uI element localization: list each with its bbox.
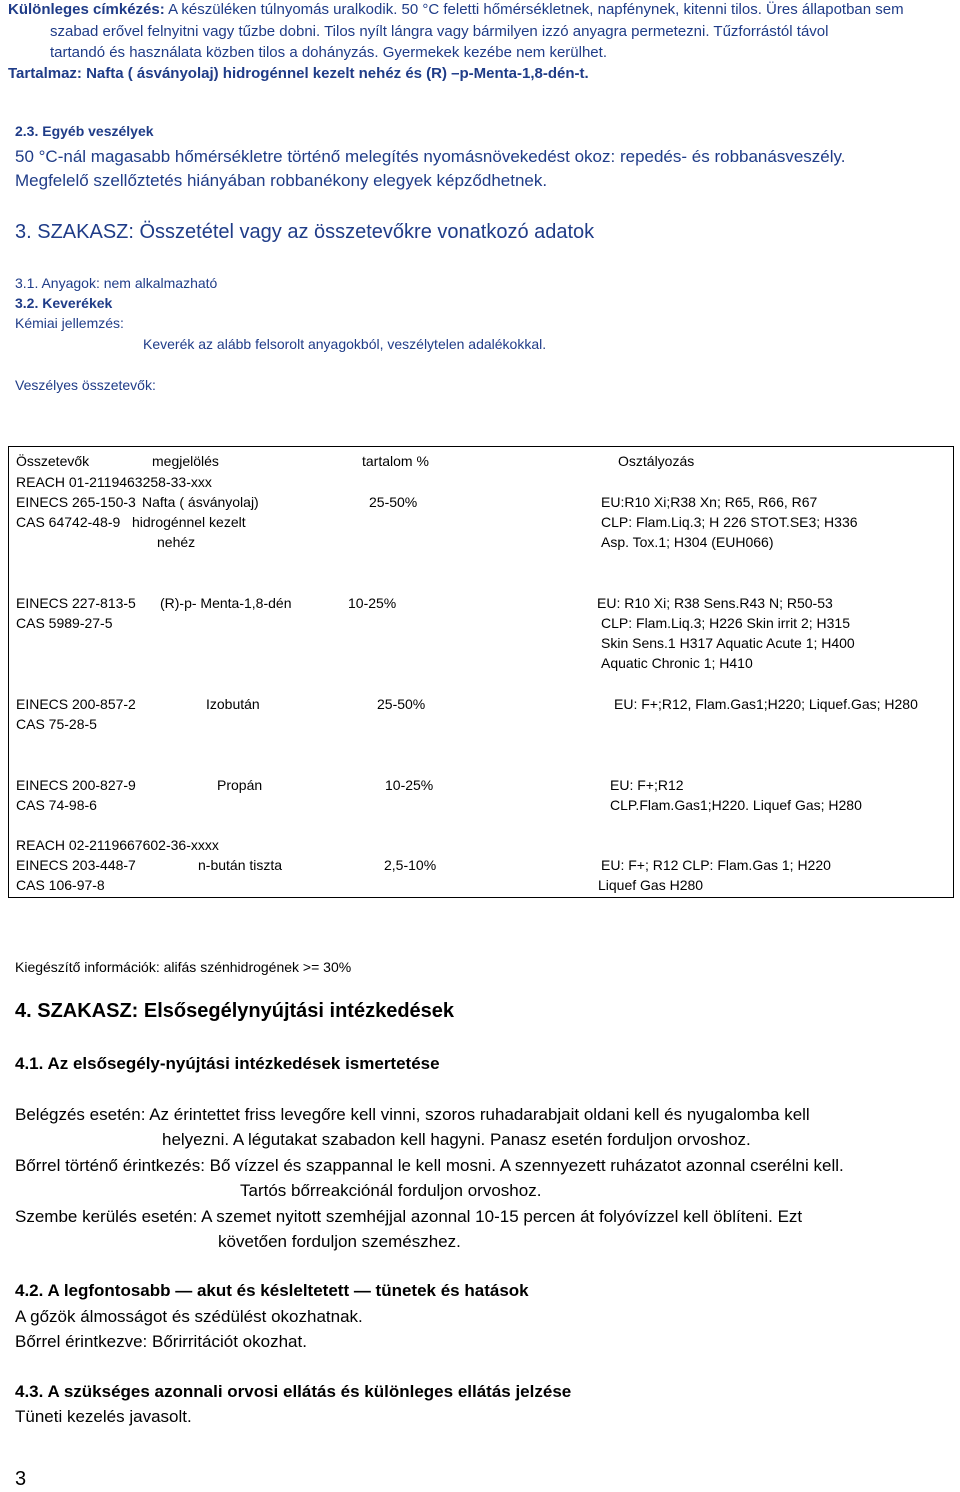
eye-contact-line-1: Szembe kerülés esetén: A szemet nyitott szemhéjjal azonnal 10-15 percen át folyóvízzel kell öblíteni. Ezt xyxy=(15,1207,803,1226)
eye-contact-line-2: követően forduljon szemészhez. xyxy=(218,1232,461,1251)
table-row-1-id: EINECS 265-150-3 xyxy=(16,494,136,510)
table-row-5-content: 2,5-10% xyxy=(384,857,437,873)
table-row-5-id: CAS 106-97-8 xyxy=(16,877,105,893)
table-row-4-class: EU: F+;R12 xyxy=(610,777,684,793)
page-number: 3 xyxy=(15,1468,27,1490)
table-row-1-name: hidrogénnel kezelt xyxy=(132,514,246,530)
header-designation: megjelölés xyxy=(152,453,219,469)
table-row-2-id: EINECS 227-813-5 xyxy=(16,595,136,611)
supplementary-info: Kiegészítő információk: alifás szénhidrogének >= 30% xyxy=(15,959,352,975)
table-row-3-name: Izobután xyxy=(206,696,260,712)
table-row-1-class: EU:R10 Xi;R38 Xn; R65, R66, R67 xyxy=(601,494,818,510)
table-row-5-class: Liquef Gas H280 xyxy=(598,877,704,893)
special-labeling-line-2: szabad erővel felnyitni vagy tűzbe dobni. Tilos nyílt lángra vagy bármilyen izzó anyagra permetezni. Tűzforrástól távol xyxy=(50,23,829,40)
table-row-2-name: (R)-p- Menta-1,8-dén xyxy=(160,595,292,611)
table-row-3-id: CAS 75-28-5 xyxy=(16,716,97,732)
inhalation-line-2: helyezni. A légutakat szabadon kell hagyni. Panasz esetén forduljon orvoshoz. xyxy=(162,1130,751,1149)
section-2-3-paragraph-2: Megfelelő szellőztetés hiányában robbanékony elegyek képződhetnek. xyxy=(15,171,548,190)
table-row-4-id: EINECS 200-827-9 xyxy=(16,777,136,793)
section-4-2-paragraph-2: Bőrrel érintkezve: Bőrirritációt okozhat. xyxy=(15,1332,307,1351)
special-labeling-line-1 xyxy=(8,0,904,20)
section-2-3-paragraph-1: 50 °C-nál magasabb hőmérsékletre történő melegítés nyomásnövekedést okoz: repedés- és robbanásveszély. xyxy=(15,147,846,166)
section-4-2-heading: 4.2. A legfontosabb — akut és késleltetett — tünetek és hatások xyxy=(15,1281,529,1300)
table-row-2-content: 10-25% xyxy=(348,595,397,611)
table-row-2-id: CAS 5989-27-5 xyxy=(16,615,113,631)
table-row-5-name: n-bután tiszta xyxy=(198,857,283,873)
header-components: Összetevők xyxy=(16,453,90,469)
table-row-1-id: CAS 64742-48-9 xyxy=(16,514,121,530)
section-4-3-heading: 4.3. A szükséges azonnali orvosi ellátás és különleges ellátás jelzése xyxy=(15,1382,572,1401)
section-2-3-heading: 2.3. Egyéb veszélyek xyxy=(15,123,154,139)
table-row-2-class: EU: R10 Xi; R38 Sens.R43 N; R50-53 xyxy=(597,595,833,611)
header-content: tartalom % xyxy=(362,453,429,469)
section-4-2-paragraph-1: A gőzök álmosságot és szédülést okozhatnak. xyxy=(15,1307,363,1326)
special-labeling-line-3: tartandó és használata közben tilos a dohányzás. Gyermekek kezébe nem kerülhet. xyxy=(50,44,607,61)
table-row-5-id: REACH 02-2119667602-36-xxxx xyxy=(16,837,219,853)
table-row-5-class: EU: F+; R12 CLP: Flam.Gas 1; H220 xyxy=(601,857,831,873)
table-row-4-name: Propán xyxy=(217,777,263,793)
dangerous-components-label: Veszélyes összetevők: xyxy=(15,377,156,393)
table-row-2-class: CLP: Flam.Liq.3; H226 Skin irrit 2; H315 xyxy=(601,615,850,631)
header-classification: Osztályozás xyxy=(618,453,695,469)
section-3-2: 3.2. Keverékek xyxy=(15,295,113,311)
skin-contact-line-1: Bőrrel történő érintkezés: Bő vízzel és szappannal le kell mosni. A szennyezett ruházatot azonnal cserélni kell. xyxy=(15,1156,844,1175)
section-4-3-paragraph: Tüneti kezelés javasolt. xyxy=(15,1407,192,1426)
chemical-label: Kémiai jellemzés: xyxy=(15,315,124,331)
section-3-heading: 3. SZAKASZ: Összetétel vagy az összetevőkre vonatkozó adatok xyxy=(15,221,595,243)
contains-line: Tartalmaz: Nafta ( ásványolaj) hidrogénnel kezelt nehéz és (R) –p-Menta-1,8-dén-t. xyxy=(8,65,589,82)
section-4-1-heading: 4.1. Az elsősegély-nyújtási intézkedések ismertetése xyxy=(15,1054,440,1073)
table-row-2-class: Skin Sens.1 H317 Aquatic Acute 1; H400 xyxy=(601,635,855,651)
table-row-1-class: Asp. Tox.1; H304 (EUH066) xyxy=(601,534,774,550)
table-row-3-class: EU: F+;R12, Flam.Gas1;H220; Liquef.Gas; H280 xyxy=(614,696,918,712)
table-row-2-class: Aquatic Chronic 1; H410 xyxy=(601,655,753,671)
table-row-1-name: nehéz xyxy=(157,534,196,550)
table-row-4-id: CAS 74-98-6 xyxy=(16,797,97,813)
section-4-heading: 4. SZAKASZ: Elsősegélynyújtási intézkedések xyxy=(15,1000,455,1022)
section-3-1: 3.1. Anyagok: nem alkalmazható xyxy=(15,275,218,291)
table-row-1-class: CLP: Flam.Liq.3; H 226 STOT.SE3; H336 xyxy=(601,514,858,530)
table-row-3-id: EINECS 200-857-2 xyxy=(16,696,136,712)
skin-contact-line-2: Tartós bőrreakciónál forduljon orvoshoz. xyxy=(240,1181,542,1200)
table-row-1-content: 25-50% xyxy=(369,494,418,510)
table-row-4-class: CLP.Flam.Gas1;H220. Liquef Gas; H280 xyxy=(610,797,862,813)
table-row-3-content: 25-50% xyxy=(377,696,426,712)
table-row-1-id: REACH 01-2119463258-33-xxx xyxy=(16,474,212,490)
table-row-1-name: Nafta ( ásványolaj) xyxy=(142,494,259,510)
inhalation-line-1: Belégzés esetén: Az érintettet friss levegőre kell vinni, szoros ruhadarabjait oldani kell és nyugalomba kell xyxy=(15,1105,810,1124)
special-labeling-label: Különleges címkézés: xyxy=(8,1,165,18)
chemical-description: Keverék az alább felsorolt anyagokból, veszélytelen adalékokkal. xyxy=(143,336,547,352)
table-row-4-content: 10-25% xyxy=(385,777,434,793)
table-row-5-id: EINECS 203-448-7 xyxy=(16,857,136,873)
special-labeling-text: A készüléken túlnyomás uralkodik. 50 °C feletti hőmérsékletnek, napfénynek, kitenni tilos. Üres állapotban sem xyxy=(164,1,904,18)
